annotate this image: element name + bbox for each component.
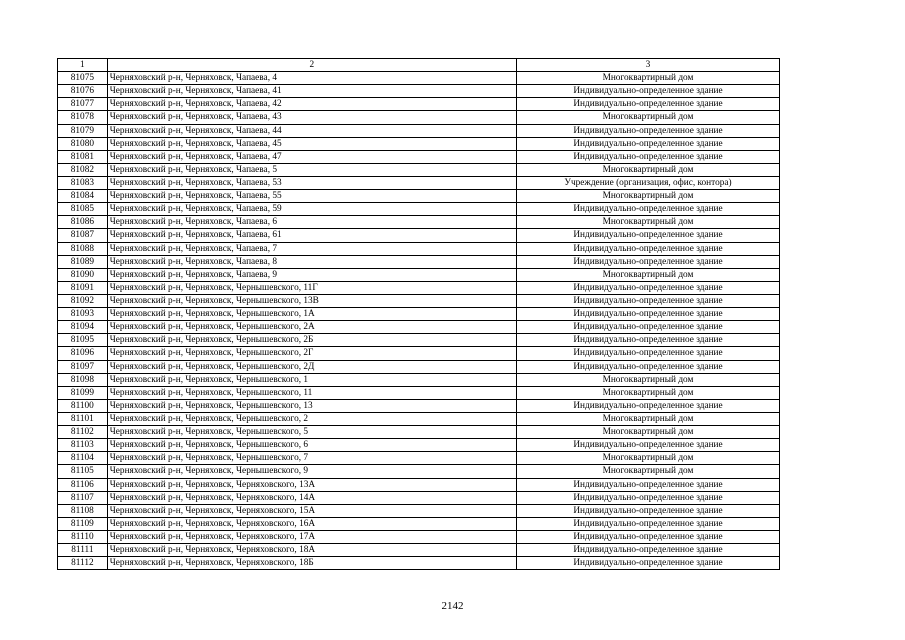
cell-address: Черняховский р-н, Черняховск, Чернышевского, 2Б bbox=[107, 334, 516, 347]
cell-address: Черняховский р-н, Черняховск, Чернышевского, 6 bbox=[107, 439, 516, 452]
table-row bbox=[58, 216, 780, 229]
table-row bbox=[58, 308, 780, 321]
table-row bbox=[58, 150, 780, 163]
cell-id: 81081 bbox=[58, 150, 108, 163]
cell-id: 81082 bbox=[58, 163, 108, 176]
cell-address: Черняховский р-н, Черняховск, Чернышевского, 2А bbox=[107, 321, 516, 334]
cell-id: 81099 bbox=[58, 386, 108, 399]
cell-id: 81090 bbox=[58, 268, 108, 281]
cell-address: Черняховский р-н, Черняховск, Чапаева, 61 bbox=[107, 229, 516, 242]
cell-id: 81110 bbox=[58, 530, 108, 543]
cell-building-type: Многоквартирный дом bbox=[516, 268, 779, 281]
cell-address: Черняховский р-н, Черняховск, Чернышевского, 5 bbox=[107, 426, 516, 439]
cell-building-type: Индивидуально-определенное здание bbox=[516, 557, 779, 570]
cell-id: 81079 bbox=[58, 124, 108, 137]
table-row bbox=[58, 163, 780, 176]
cell-id: 81108 bbox=[58, 504, 108, 517]
cell-id: 81076 bbox=[58, 85, 108, 98]
table-row bbox=[58, 373, 780, 386]
cell-building-type: Многоквартирный дом bbox=[516, 465, 779, 478]
cell-address: Черняховский р-н, Черняховск, Чапаева, 43 bbox=[107, 111, 516, 124]
cell-address: Черняховский р-н, Черняховск, Чернышевского, 2Г bbox=[107, 347, 516, 360]
cell-id: 81080 bbox=[58, 137, 108, 150]
cell-id: 81092 bbox=[58, 294, 108, 307]
cell-id: 81077 bbox=[58, 98, 108, 111]
cell-address: Черняховский р-н, Черняховск, Чапаева, 47 bbox=[107, 150, 516, 163]
cell-id: 81091 bbox=[58, 281, 108, 294]
table-row bbox=[58, 412, 780, 425]
cell-address: Черняховский р-н, Черняховск, Черняховского, 14А bbox=[107, 491, 516, 504]
table-row bbox=[58, 504, 780, 517]
cell-id: 81078 bbox=[58, 111, 108, 124]
table-row bbox=[58, 426, 780, 439]
cell-id: 81105 bbox=[58, 465, 108, 478]
cell-address: Черняховский р-н, Черняховск, Черняховского, 18А bbox=[107, 544, 516, 557]
table-row bbox=[58, 517, 780, 530]
cell-address: Черняховский р-н, Черняховск, Чапаева, 41 bbox=[107, 85, 516, 98]
cell-id: 81094 bbox=[58, 321, 108, 334]
cell-id: 81109 bbox=[58, 517, 108, 530]
cell-building-type: Многоквартирный дом bbox=[516, 111, 779, 124]
table-row bbox=[58, 176, 780, 189]
cell-address: Черняховский р-н, Черняховск, Чапаева, 45 bbox=[107, 137, 516, 150]
cell-id: 81106 bbox=[58, 478, 108, 491]
table-row bbox=[58, 294, 780, 307]
table-row bbox=[58, 242, 780, 255]
cell-address: Черняховский р-н, Черняховск, Чернышевского, 2Д bbox=[107, 360, 516, 373]
column-header-3: 3 bbox=[516, 59, 779, 72]
table-row bbox=[58, 334, 780, 347]
cell-address: Черняховский р-н, Черняховск, Чернышевского, 1 bbox=[107, 373, 516, 386]
cell-id: 81087 bbox=[58, 229, 108, 242]
table-row bbox=[58, 399, 780, 412]
cell-building-type: Индивидуально-определенное здание bbox=[516, 255, 779, 268]
table-row bbox=[58, 255, 780, 268]
cell-building-type: Многоквартирный дом bbox=[516, 426, 779, 439]
cell-address: Черняховский р-н, Черняховск, Черняховского, 16А bbox=[107, 517, 516, 530]
cell-address: Черняховский р-н, Черняховск, Чапаева, 53 bbox=[107, 176, 516, 189]
cell-building-type: Индивидуально-определенное здание bbox=[516, 150, 779, 163]
cell-building-type: Индивидуально-определенное здание bbox=[516, 334, 779, 347]
table-row bbox=[58, 530, 780, 543]
cell-building-type: Многоквартирный дом bbox=[516, 190, 779, 203]
table-row bbox=[58, 72, 780, 85]
cell-building-type: Индивидуально-определенное здание bbox=[516, 321, 779, 334]
cell-id: 81089 bbox=[58, 255, 108, 268]
cell-address: Черняховский р-н, Черняховск, Чапаева, 4 bbox=[107, 72, 516, 85]
table-row bbox=[58, 347, 780, 360]
cell-address: Черняховский р-н, Черняховск, Чапаева, 7 bbox=[107, 242, 516, 255]
table-row bbox=[58, 544, 780, 557]
cell-id: 81084 bbox=[58, 190, 108, 203]
cell-building-type: Индивидуально-определенное здание bbox=[516, 85, 779, 98]
cell-id: 81088 bbox=[58, 242, 108, 255]
cell-building-type: Индивидуально-определенное здание bbox=[516, 308, 779, 321]
table-row bbox=[58, 386, 780, 399]
cell-address: Черняховский р-н, Черняховск, Чернышевского, 9 bbox=[107, 465, 516, 478]
cell-address: Черняховский р-н, Черняховск, Чапаева, 59 bbox=[107, 203, 516, 216]
cell-building-type: Индивидуально-определенное здание bbox=[516, 229, 779, 242]
cell-address: Черняховский р-н, Черняховск, Чапаева, 9 bbox=[107, 268, 516, 281]
cell-address: Черняховский р-н, Черняховск, Черняховского, 13А bbox=[107, 478, 516, 491]
cell-id: 81101 bbox=[58, 412, 108, 425]
column-header-2: 2 bbox=[107, 59, 516, 72]
cell-building-type: Учреждение (организация, офис, контора) bbox=[516, 176, 779, 189]
cell-building-type: Индивидуально-определенное здание bbox=[516, 544, 779, 557]
cell-id: 81098 bbox=[58, 373, 108, 386]
cell-building-type: Многоквартирный дом bbox=[516, 216, 779, 229]
cell-id: 81096 bbox=[58, 347, 108, 360]
cell-address: Черняховский р-н, Черняховск, Чапаева, 8 bbox=[107, 255, 516, 268]
cell-id: 81102 bbox=[58, 426, 108, 439]
cell-id: 81095 bbox=[58, 334, 108, 347]
table-row bbox=[58, 478, 780, 491]
table-row bbox=[58, 111, 780, 124]
cell-address: Черняховский р-н, Черняховск, Чапаева, 6 bbox=[107, 216, 516, 229]
cell-address: Черняховский р-н, Черняховск, Чернышевского, 13В bbox=[107, 294, 516, 307]
cell-id: 81075 bbox=[58, 72, 108, 85]
cell-address: Черняховский р-н, Черняховск, Чернышевского, 13 bbox=[107, 399, 516, 412]
cell-building-type: Индивидуально-определенное здание bbox=[516, 439, 779, 452]
table-header-row bbox=[58, 59, 780, 72]
cell-building-type: Многоквартирный дом bbox=[516, 373, 779, 386]
cell-id: 81093 bbox=[58, 308, 108, 321]
cell-id: 81100 bbox=[58, 399, 108, 412]
table-row bbox=[58, 124, 780, 137]
table-row bbox=[58, 85, 780, 98]
table-row bbox=[58, 439, 780, 452]
table-row bbox=[58, 452, 780, 465]
table-body bbox=[58, 72, 780, 570]
table-row bbox=[58, 465, 780, 478]
cell-id: 81086 bbox=[58, 216, 108, 229]
cell-building-type: Индивидуально-определенное здание bbox=[516, 347, 779, 360]
cell-address: Черняховский р-н, Черняховск, Чернышевского, 2 bbox=[107, 412, 516, 425]
cell-address: Черняховский р-н, Черняховск, Чапаева, 55 bbox=[107, 190, 516, 203]
table-row bbox=[58, 491, 780, 504]
table-row bbox=[58, 190, 780, 203]
cell-building-type: Многоквартирный дом bbox=[516, 452, 779, 465]
cell-building-type: Индивидуально-определенное здание bbox=[516, 360, 779, 373]
cell-building-type: Индивидуально-определенное здание bbox=[516, 491, 779, 504]
cell-id: 81104 bbox=[58, 452, 108, 465]
column-header-1: 1 bbox=[58, 59, 108, 72]
cell-building-type: Индивидуально-определенное здание bbox=[516, 478, 779, 491]
table-row bbox=[58, 137, 780, 150]
cell-address: Черняховский р-н, Черняховск, Черняховского, 18Б bbox=[107, 557, 516, 570]
cell-building-type: Многоквартирный дом bbox=[516, 72, 779, 85]
cell-address: Черняховский р-н, Черняховск, Чернышевского, 11Г bbox=[107, 281, 516, 294]
table-row bbox=[58, 360, 780, 373]
cell-building-type: Индивидуально-определенное здание bbox=[516, 242, 779, 255]
cell-address: Черняховский р-н, Черняховск, Чапаева, 42 bbox=[107, 98, 516, 111]
cell-building-type: Многоквартирный дом bbox=[516, 386, 779, 399]
cell-building-type: Индивидуально-определенное здание bbox=[516, 124, 779, 137]
cell-building-type: Индивидуально-определенное здание bbox=[516, 137, 779, 150]
cell-address: Черняховский р-н, Черняховск, Чернышевского, 7 bbox=[107, 452, 516, 465]
cell-address: Черняховский р-н, Черняховск, Черняховского, 15А bbox=[107, 504, 516, 517]
cell-building-type: Индивидуально-определенное здание bbox=[516, 530, 779, 543]
cell-building-type: Индивидуально-определенное здание bbox=[516, 517, 779, 530]
page-number: 2142 bbox=[441, 600, 464, 612]
table-row bbox=[58, 281, 780, 294]
cell-id: 81112 bbox=[58, 557, 108, 570]
cell-id: 81085 bbox=[58, 203, 108, 216]
table-row bbox=[58, 321, 780, 334]
cell-building-type: Индивидуально-определенное здание bbox=[516, 294, 779, 307]
cell-building-type: Индивидуально-определенное здание bbox=[516, 399, 779, 412]
cell-address: Черняховский р-н, Черняховск, Черняховского, 17А bbox=[107, 530, 516, 543]
cell-building-type: Многоквартирный дом bbox=[516, 412, 779, 425]
table-row bbox=[58, 229, 780, 242]
table-row bbox=[58, 557, 780, 570]
table-row bbox=[58, 98, 780, 111]
cell-id: 81103 bbox=[58, 439, 108, 452]
cell-id: 81111 bbox=[58, 544, 108, 557]
cell-id: 81107 bbox=[58, 491, 108, 504]
cell-address: Черняховский р-н, Черняховск, Чапаева, 5 bbox=[107, 163, 516, 176]
cell-id: 81097 bbox=[58, 360, 108, 373]
cell-address: Черняховский р-н, Черняховск, Чернышевского, 1А bbox=[107, 308, 516, 321]
cell-address: Черняховский р-н, Черняховск, Чапаева, 44 bbox=[107, 124, 516, 137]
register-table bbox=[57, 58, 780, 570]
table-row bbox=[58, 203, 780, 216]
table-row bbox=[58, 268, 780, 281]
cell-building-type: Индивидуально-определенное здание bbox=[516, 281, 779, 294]
cell-id: 81083 bbox=[58, 176, 108, 189]
cell-building-type: Индивидуально-определенное здание bbox=[516, 203, 779, 216]
cell-address: Черняховский р-н, Черняховск, Чернышевского, 11 bbox=[107, 386, 516, 399]
cell-building-type: Многоквартирный дом bbox=[516, 163, 779, 176]
cell-building-type: Индивидуально-определенное здание bbox=[516, 504, 779, 517]
cell-building-type: Индивидуально-определенное здание bbox=[516, 98, 779, 111]
